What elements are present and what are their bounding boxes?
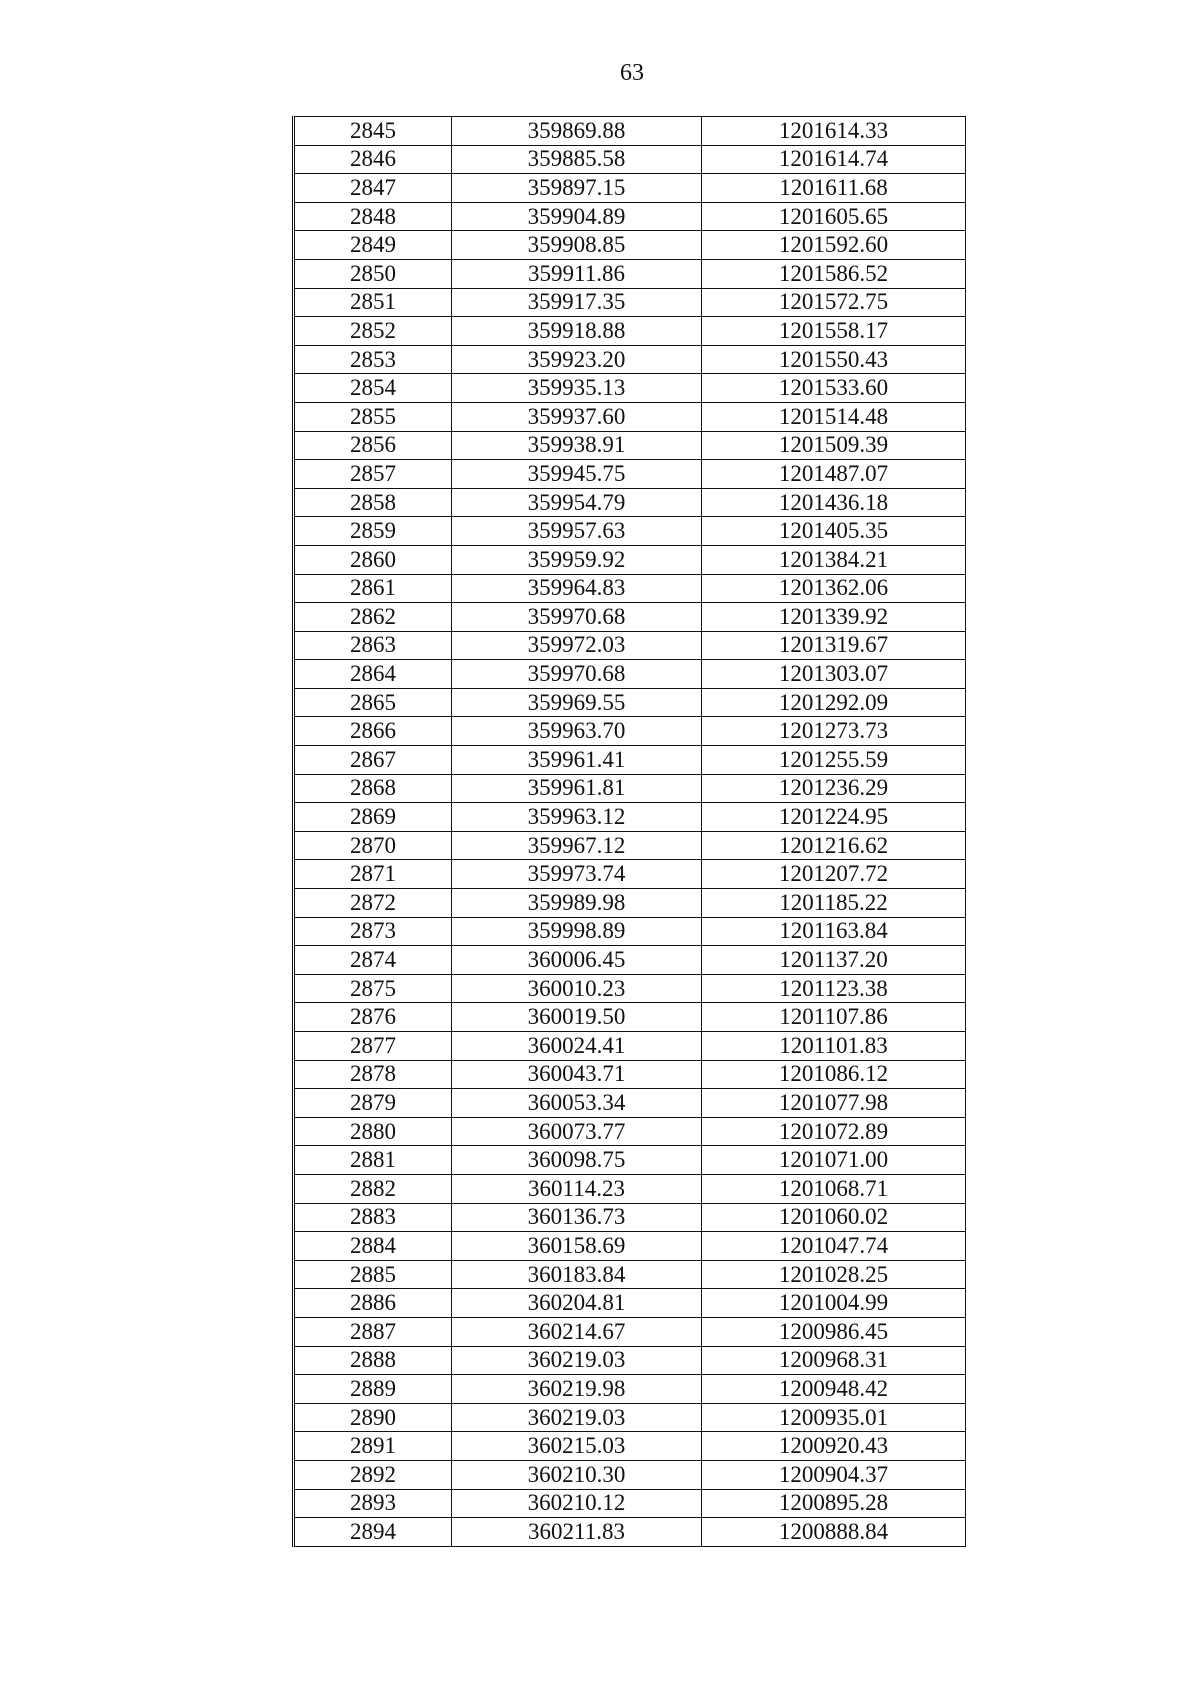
y-coordinate-cell: 1201572.75: [702, 288, 966, 317]
table-row: [294, 917, 966, 946]
table-row: [294, 1203, 966, 1232]
table-row: [294, 202, 966, 231]
point-number-cell: 2855: [294, 402, 452, 431]
point-number-cell: 2871: [294, 860, 452, 889]
table-row: [294, 288, 966, 317]
point-number-cell: 2894: [294, 1518, 452, 1547]
table-row: [294, 717, 966, 746]
point-number-cell: 2850: [294, 259, 452, 288]
table-row: [294, 1146, 966, 1175]
x-coordinate-cell: 359957.63: [452, 517, 702, 546]
table-row: [294, 603, 966, 632]
point-number-cell: 2869: [294, 803, 452, 832]
y-coordinate-cell: 1200948.42: [702, 1375, 966, 1404]
y-coordinate-cell: 1201107.86: [702, 1003, 966, 1032]
x-coordinate-cell: 360219.98: [452, 1375, 702, 1404]
table-row: [294, 460, 966, 489]
table-row: [294, 1003, 966, 1032]
point-number-cell: 2845: [294, 117, 452, 146]
table-row: [294, 688, 966, 717]
x-coordinate-cell: 359954.79: [452, 488, 702, 517]
x-coordinate-cell: 360219.03: [452, 1346, 702, 1375]
point-number-cell: 2872: [294, 889, 452, 918]
y-coordinate-cell: 1201592.60: [702, 231, 966, 260]
y-coordinate-cell: 1201509.39: [702, 431, 966, 460]
x-coordinate-cell: 359923.20: [452, 345, 702, 374]
table-row: [294, 1260, 966, 1289]
y-coordinate-cell: 1201163.84: [702, 917, 966, 946]
x-coordinate-cell: 359963.70: [452, 717, 702, 746]
x-coordinate-cell: 359945.75: [452, 460, 702, 489]
coordinates-table-body: [294, 117, 966, 1547]
x-coordinate-cell: 359964.83: [452, 574, 702, 603]
y-coordinate-cell: 1201101.83: [702, 1032, 966, 1061]
page-number: 63: [620, 60, 644, 86]
table-row: [294, 488, 966, 517]
point-number-cell: 2864: [294, 660, 452, 689]
y-coordinate-cell: 1201384.21: [702, 545, 966, 574]
y-coordinate-cell: 1201077.98: [702, 1089, 966, 1118]
y-coordinate-cell: 1201550.43: [702, 345, 966, 374]
point-number-cell: 2866: [294, 717, 452, 746]
point-number-cell: 2882: [294, 1174, 452, 1203]
point-number-cell: 2893: [294, 1489, 452, 1518]
table-row: [294, 831, 966, 860]
x-coordinate-cell: 359904.89: [452, 202, 702, 231]
table-row: [294, 431, 966, 460]
y-coordinate-cell: 1201339.92: [702, 603, 966, 632]
table-row: [294, 1489, 966, 1518]
point-number-cell: 2854: [294, 374, 452, 403]
y-coordinate-cell: 1201216.62: [702, 831, 966, 860]
table-row: [294, 374, 966, 403]
y-coordinate-cell: 1201558.17: [702, 317, 966, 346]
table-row: [294, 545, 966, 574]
y-coordinate-cell: 1201137.20: [702, 946, 966, 975]
table-row: [294, 145, 966, 174]
point-number-cell: 2875: [294, 974, 452, 1003]
table-row: [294, 860, 966, 889]
y-coordinate-cell: 1201514.48: [702, 402, 966, 431]
x-coordinate-cell: 359935.13: [452, 374, 702, 403]
table-row: [294, 974, 966, 1003]
x-coordinate-cell: 360006.45: [452, 946, 702, 975]
point-number-cell: 2857: [294, 460, 452, 489]
table-row: [294, 1117, 966, 1146]
x-coordinate-cell: 359970.68: [452, 660, 702, 689]
x-coordinate-cell: 359937.60: [452, 402, 702, 431]
y-coordinate-cell: 1200986.45: [702, 1317, 966, 1346]
point-number-cell: 2848: [294, 202, 452, 231]
point-number-cell: 2860: [294, 545, 452, 574]
y-coordinate-cell: 1200895.28: [702, 1489, 966, 1518]
x-coordinate-cell: 359969.55: [452, 688, 702, 717]
table-row: [294, 574, 966, 603]
y-coordinate-cell: 1201072.89: [702, 1117, 966, 1146]
table-row: [294, 1375, 966, 1404]
x-coordinate-cell: 359967.12: [452, 831, 702, 860]
y-coordinate-cell: 1200920.43: [702, 1432, 966, 1461]
x-coordinate-cell: 359897.15: [452, 174, 702, 203]
y-coordinate-cell: 1201605.65: [702, 202, 966, 231]
table-row: [294, 1060, 966, 1089]
table-row: [294, 517, 966, 546]
x-coordinate-cell: 360158.69: [452, 1232, 702, 1261]
x-coordinate-cell: 360136.73: [452, 1203, 702, 1232]
coordinates-table: [292, 116, 966, 1547]
point-number-cell: 2859: [294, 517, 452, 546]
table-row: [294, 1518, 966, 1547]
y-coordinate-cell: 1201273.73: [702, 717, 966, 746]
point-number-cell: 2879: [294, 1089, 452, 1118]
y-coordinate-cell: 1201060.02: [702, 1203, 966, 1232]
y-coordinate-cell: 1201207.72: [702, 860, 966, 889]
point-number-cell: 2867: [294, 746, 452, 775]
x-coordinate-cell: 359963.12: [452, 803, 702, 832]
x-coordinate-cell: 359998.89: [452, 917, 702, 946]
point-number-cell: 2870: [294, 831, 452, 860]
x-coordinate-cell: 360053.34: [452, 1089, 702, 1118]
y-coordinate-cell: 1201533.60: [702, 374, 966, 403]
table-row: [294, 1289, 966, 1318]
point-number-cell: 2865: [294, 688, 452, 717]
y-coordinate-cell: 1201123.38: [702, 974, 966, 1003]
y-coordinate-cell: 1201614.74: [702, 145, 966, 174]
point-number-cell: 2856: [294, 431, 452, 460]
table-row: [294, 259, 966, 288]
y-coordinate-cell: 1201611.68: [702, 174, 966, 203]
y-coordinate-cell: 1201586.52: [702, 259, 966, 288]
point-number-cell: 2890: [294, 1403, 452, 1432]
x-coordinate-cell: 359869.88: [452, 117, 702, 146]
x-coordinate-cell: 359917.35: [452, 288, 702, 317]
y-coordinate-cell: 1201004.99: [702, 1289, 966, 1318]
table-row: [294, 1346, 966, 1375]
x-coordinate-cell: 359885.58: [452, 145, 702, 174]
point-number-cell: 2846: [294, 145, 452, 174]
y-coordinate-cell: 1201614.33: [702, 117, 966, 146]
point-number-cell: 2883: [294, 1203, 452, 1232]
point-number-cell: 2851: [294, 288, 452, 317]
point-number-cell: 2884: [294, 1232, 452, 1261]
x-coordinate-cell: 360211.83: [452, 1518, 702, 1547]
x-coordinate-cell: 360214.67: [452, 1317, 702, 1346]
x-coordinate-cell: 360043.71: [452, 1060, 702, 1089]
x-coordinate-cell: 360024.41: [452, 1032, 702, 1061]
point-number-cell: 2892: [294, 1460, 452, 1489]
y-coordinate-cell: 1201185.22: [702, 889, 966, 918]
table-row: [294, 774, 966, 803]
point-number-cell: 2891: [294, 1432, 452, 1461]
point-number-cell: 2885: [294, 1260, 452, 1289]
point-number-cell: 2847: [294, 174, 452, 203]
point-number-cell: 2876: [294, 1003, 452, 1032]
x-coordinate-cell: 360219.03: [452, 1403, 702, 1432]
point-number-cell: 2874: [294, 946, 452, 975]
x-coordinate-cell: 359938.91: [452, 431, 702, 460]
point-number-cell: 2886: [294, 1289, 452, 1318]
x-coordinate-cell: 359911.86: [452, 259, 702, 288]
table-row: [294, 1174, 966, 1203]
y-coordinate-cell: 1201068.71: [702, 1174, 966, 1203]
point-number-cell: 2888: [294, 1346, 452, 1375]
y-coordinate-cell: 1200904.37: [702, 1460, 966, 1489]
x-coordinate-cell: 359959.92: [452, 545, 702, 574]
y-coordinate-cell: 1201362.06: [702, 574, 966, 603]
table-row: [294, 1032, 966, 1061]
y-coordinate-cell: 1201292.09: [702, 688, 966, 717]
point-number-cell: 2881: [294, 1146, 452, 1175]
table-row: [294, 803, 966, 832]
table-row: [294, 317, 966, 346]
x-coordinate-cell: 359970.68: [452, 603, 702, 632]
y-coordinate-cell: 1201236.29: [702, 774, 966, 803]
x-coordinate-cell: 360073.77: [452, 1117, 702, 1146]
x-coordinate-cell: 360215.03: [452, 1432, 702, 1461]
x-coordinate-cell: 360019.50: [452, 1003, 702, 1032]
table-row: [294, 1232, 966, 1261]
x-coordinate-cell: 360183.84: [452, 1260, 702, 1289]
y-coordinate-cell: 1201436.18: [702, 488, 966, 517]
y-coordinate-cell: 1201071.00: [702, 1146, 966, 1175]
x-coordinate-cell: 359918.88: [452, 317, 702, 346]
point-number-cell: 2858: [294, 488, 452, 517]
point-number-cell: 2880: [294, 1117, 452, 1146]
x-coordinate-cell: 360010.23: [452, 974, 702, 1003]
point-number-cell: 2849: [294, 231, 452, 260]
table-row: [294, 402, 966, 431]
point-number-cell: 2873: [294, 917, 452, 946]
table-row: [294, 231, 966, 260]
x-coordinate-cell: 359989.98: [452, 889, 702, 918]
y-coordinate-cell: 1200935.01: [702, 1403, 966, 1432]
table-row: [294, 660, 966, 689]
y-coordinate-cell: 1201319.67: [702, 631, 966, 660]
x-coordinate-cell: 360210.12: [452, 1489, 702, 1518]
table-row: [294, 889, 966, 918]
x-coordinate-cell: 359961.41: [452, 746, 702, 775]
y-coordinate-cell: 1201405.35: [702, 517, 966, 546]
table-row: [294, 345, 966, 374]
x-coordinate-cell: 359961.81: [452, 774, 702, 803]
x-coordinate-cell: 359973.74: [452, 860, 702, 889]
table-row: [294, 946, 966, 975]
x-coordinate-cell: 359908.85: [452, 231, 702, 260]
x-coordinate-cell: 360098.75: [452, 1146, 702, 1175]
table-row: [294, 1089, 966, 1118]
table-row: [294, 174, 966, 203]
point-number-cell: 2861: [294, 574, 452, 603]
x-coordinate-cell: 360204.81: [452, 1289, 702, 1318]
y-coordinate-cell: 1200888.84: [702, 1518, 966, 1547]
y-coordinate-cell: 1201028.25: [702, 1260, 966, 1289]
y-coordinate-cell: 1201487.07: [702, 460, 966, 489]
y-coordinate-cell: 1201255.59: [702, 746, 966, 775]
y-coordinate-cell: 1200968.31: [702, 1346, 966, 1375]
x-coordinate-cell: 360114.23: [452, 1174, 702, 1203]
table-row: [294, 631, 966, 660]
point-number-cell: 2878: [294, 1060, 452, 1089]
y-coordinate-cell: 1201224.95: [702, 803, 966, 832]
point-number-cell: 2868: [294, 774, 452, 803]
point-number-cell: 2862: [294, 603, 452, 632]
y-coordinate-cell: 1201303.07: [702, 660, 966, 689]
x-coordinate-cell: 360210.30: [452, 1460, 702, 1489]
table-row: [294, 746, 966, 775]
table-row: [294, 117, 966, 146]
point-number-cell: 2889: [294, 1375, 452, 1404]
table-row: [294, 1460, 966, 1489]
point-number-cell: 2852: [294, 317, 452, 346]
y-coordinate-cell: 1201086.12: [702, 1060, 966, 1089]
table-row: [294, 1403, 966, 1432]
point-number-cell: 2853: [294, 345, 452, 374]
x-coordinate-cell: 359972.03: [452, 631, 702, 660]
point-number-cell: 2863: [294, 631, 452, 660]
y-coordinate-cell: 1201047.74: [702, 1232, 966, 1261]
point-number-cell: 2877: [294, 1032, 452, 1061]
point-number-cell: 2887: [294, 1317, 452, 1346]
table-row: [294, 1317, 966, 1346]
table-row: [294, 1432, 966, 1461]
